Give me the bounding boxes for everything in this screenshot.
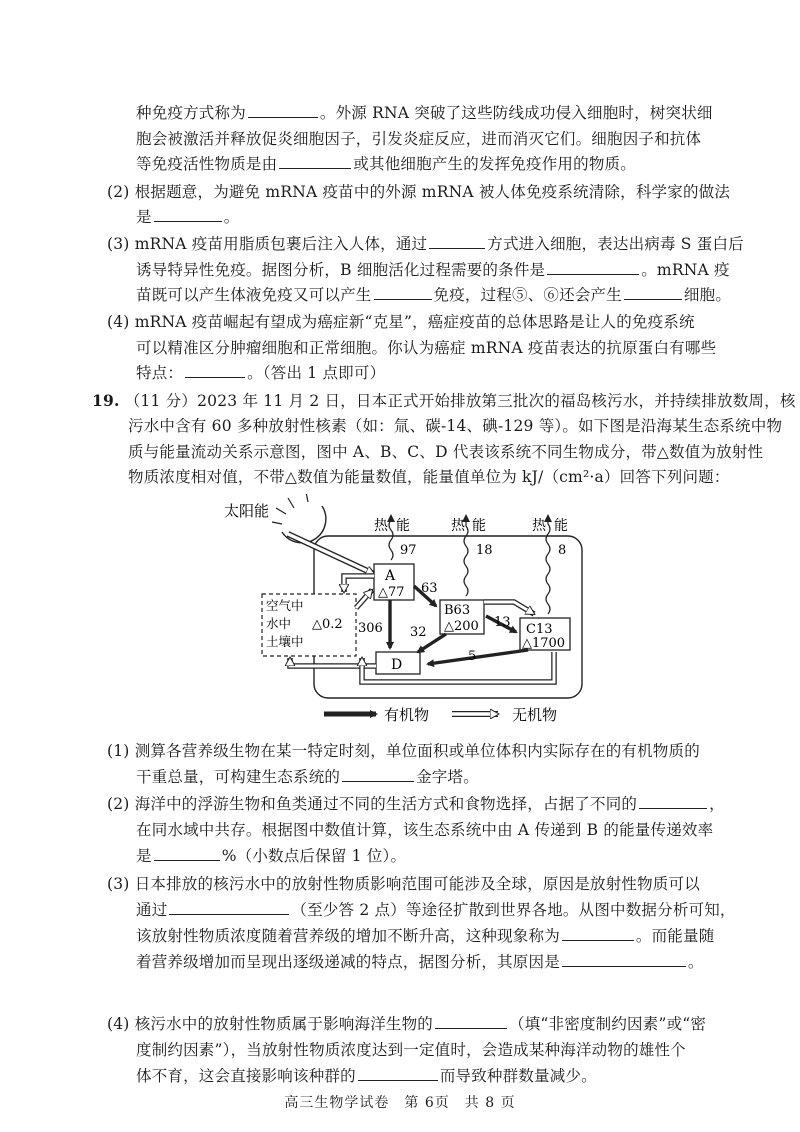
answer-blank[interactable] [279, 153, 351, 169]
energy-b-to-d: 32 [410, 625, 427, 640]
q18-line-3: 等免疫活性物质是由 或其他细胞产生的发挥免疫作用的物质。 [136, 155, 636, 173]
answer-blank[interactable] [248, 102, 318, 118]
organism-a-name: A [385, 568, 396, 584]
env-label-air: 空气中 [266, 598, 304, 613]
q18-part-4c: 特点： 。（答出 1 点即可） [136, 364, 386, 382]
heat-value-b: 18 [476, 543, 493, 558]
energy-b-to-c: 13 [494, 615, 511, 630]
organism-a-conc: △77 [378, 585, 405, 600]
q19-part-2: (2) 海洋中的浮游生物和鱼类通过不同的生活方式和食物选择，占据了不同的 ， [107, 795, 725, 813]
organism-b-name: B63 [444, 603, 471, 618]
q19-line-2: 污水中含有 60 多种放射性核素（如：氚、碳-14、碘-129 等）。如下图是沿海某生态系统中物 [128, 417, 783, 435]
energy-label-b: 能 [472, 518, 486, 534]
env-conc: △0.2 [312, 617, 343, 632]
q19-part-4: (4) 核污水中的放射性物质属于影响海洋生物的 （填“非密度制约因素”或“密 [107, 1015, 707, 1033]
q19-header: 19. （11 分）2023 年 11 月 2 日，日本正式开始排放第三批次的福岛核污水，并持续排放数周，核 [92, 391, 796, 410]
sun-icon [272, 494, 326, 543]
heat-value-a: 97 [400, 543, 417, 558]
energy-flow-diagram [214, 494, 584, 726]
answer-blank[interactable] [169, 899, 289, 915]
page-footer: 高三生物学试卷 第 6页 共 8 页 [284, 1095, 516, 1111]
q19-part-2c: 是 %（小数点后保留 1 位）。 [136, 847, 407, 865]
answer-blank[interactable] [358, 1065, 438, 1081]
answer-blank[interactable] [639, 793, 707, 809]
legend-organic-label: 有机物 [384, 706, 430, 724]
heat-value-c: 8 [558, 543, 567, 558]
env-label-soil: 土壤中 [266, 634, 304, 649]
q18-part-2: (2) 根据题意，为避免 mRNA 疫苗中的外源 mRNA 被人体免疫系统清除，科学家的做法 [107, 183, 731, 201]
q18-line-1: 种免疫方式称为 。外源 RNA 突破了这些防线成功侵入细胞时，树突状细 [136, 104, 713, 122]
q18-line-2: 胞会被激活并释放促炎细胞因子，引发炎症反应，进而消灭它们。细胞因子和抗体 [136, 130, 702, 148]
organism-b-conc: △200 [444, 619, 479, 634]
energy-a-to-b: 63 [421, 581, 438, 596]
heat-label-a: 热 [374, 518, 388, 534]
q18-part-3b: 诱导特异性免疫。据图分析，B 细胞活化过程需要的条件是 。mRNA 疫 [136, 261, 730, 279]
answer-blank[interactable] [154, 845, 220, 861]
q19-part-4b: 度制约因素”），当放射性物质浓度达到一定值时，会造成某种海洋动物的雄性个 [136, 1041, 686, 1059]
q18-part-3: (3) mRNA 疫苗用脂质包裹后注入人体，通过 方式进入细胞，表达出病毒 S 蛋白后 [107, 235, 744, 253]
answer-blank[interactable] [547, 259, 639, 275]
q19-part-1: (1) 测算各营养级生物在某一特定时刻，单位面积或单位体积内实际存在的有机物质的 [107, 742, 700, 760]
answer-blank[interactable] [624, 284, 682, 300]
energy-label-a: 能 [396, 518, 410, 534]
q19-part-4c: 体不育，这会直接影响该种群的 而导致种群数量减少。 [136, 1067, 597, 1085]
organism-c-conc: △1700 [522, 636, 566, 651]
decomposer-d-name: D [391, 657, 403, 673]
sunlight-arrow [288, 534, 374, 574]
energy-c-to-d: 5 [468, 649, 477, 664]
q18-part-4: (4) mRNA 疫苗崛起有望成为癌症新“克星”，癌症疫苗的总体思路是让人的免疫系统 [107, 313, 695, 331]
q19-part-1b: 干重总量，可构建生态系统的 金字塔。 [136, 768, 479, 786]
heat-arrow-a [389, 516, 393, 560]
energy-a-to-d: 306 [358, 621, 383, 636]
answer-blank[interactable] [154, 206, 222, 222]
q18-part-4b: 可以精准区分肿瘤细胞和正常细胞。你认为癌症 mRNA 疫苗表达的抗原蛋白有哪些 [136, 339, 717, 357]
q19-line-3: 质与能量流动关系示意图，图中 A、B、C、D 代表该系统不同生物成分，带△数值为放射性 [128, 443, 764, 461]
answer-blank[interactable] [374, 284, 432, 300]
q18-part-2b: 是 。 [136, 208, 240, 226]
energy-label-c: 能 [554, 518, 568, 534]
q18-part-3c: 苗既可以产生体液免疫又可以产生 免疫，过程⑤、⑥还会产生 细胞。 [136, 286, 732, 304]
answer-blank[interactable] [562, 925, 634, 941]
q19-part-3c: 该放射性物质浓度随着营养级的增加不断升高，这种现象称为 。而能量随 [136, 927, 715, 945]
organism-c-name: C13 [526, 622, 553, 637]
answer-blank[interactable] [185, 362, 245, 378]
heat-label-b: 热 [451, 518, 465, 534]
q19-line-4: 物质浓度相对值，不带△数值为能量数值，能量值单位为 kJ/（cm²·a）回答下列问题： [128, 468, 730, 486]
heat-label-c: 热 [532, 518, 546, 534]
legend-inorganic-label: 无机物 [512, 706, 558, 724]
q19-part-3: (3) 日本排放的核污水中的放射性物质影响范围可能涉及全球，原因是放射性物质可以 [107, 875, 700, 893]
q19-part-3d: 着营养级增加而呈现出逐级递减的特点，据图分析，其原因是 。 [136, 953, 704, 971]
heat-arrow-c [546, 516, 550, 614]
answer-blank[interactable] [562, 951, 686, 967]
answer-blank[interactable] [435, 1013, 507, 1029]
answer-blank[interactable] [342, 766, 414, 782]
q19-part-2b: 在同水域中共存。根据图中数值计算，该生态系统中由 A 传递到 B 的能量传递效率 [136, 821, 714, 839]
answer-blank[interactable] [429, 233, 485, 249]
flow-c-to-d [428, 650, 528, 664]
sun-label: 太阳能 [224, 502, 270, 520]
q19-part-3b: 通过 （至少答 2 点）等途径扩散到世界各地。从图中数据分析可知， [136, 901, 736, 919]
env-label-water: 水中 [266, 616, 292, 631]
